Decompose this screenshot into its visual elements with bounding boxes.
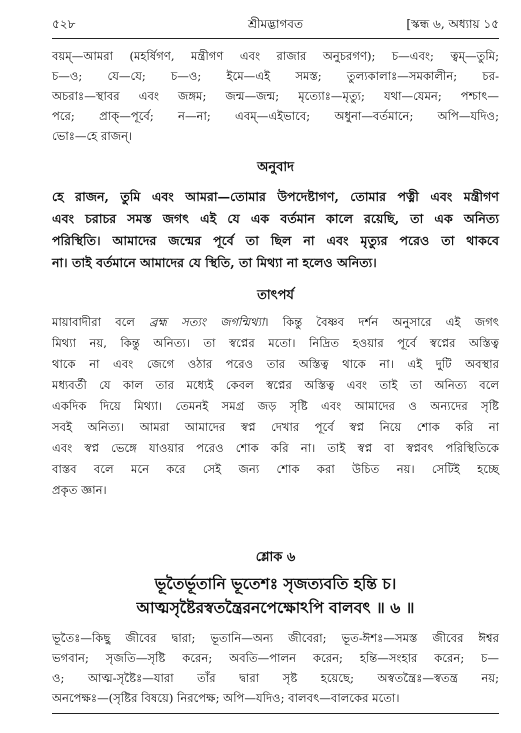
synonym-line: ভগবান; সৃজতি—সৃষ্টি করেন; অবতি—পালন করেন; হন্তি—সংহার করেন; চ—	[52, 651, 499, 665]
book-title: শ্রীমদ্ভাগবত	[247, 17, 303, 31]
synonym-line: পরে; প্রাক্—পূর্বে; ন—না; এবম্—এইভাবে; অধুনা—বর্তমানে; অপি—যদিও;	[52, 109, 499, 123]
purport-line: থাকে না এবং জেগে ওঠার পরেও তার অস্তিত্ব থাকে না। এই দুটি অবস্থার	[52, 357, 499, 371]
synonym-line: ভূতৈঃ—কিছু জীবের দ্বারা; ভূতানি—অন্য জীবেরা; ভূত-ঈশঃ—সমস্ত জীবের ঈশ্বর	[52, 631, 499, 645]
header-divider	[52, 38, 499, 39]
page-header	[52, 14, 499, 38]
verse-line-2: আত্মসৃষ্টৈরস্বতন্ত্রৈরনপেক্ষোঽপি বালবৎ ॥ ৬ ॥	[136, 598, 415, 617]
purport-line-start: মায়াবাদীরা বলে	[52, 315, 150, 329]
purport-line: প্রকৃত জ্ঞান।	[52, 483, 107, 497]
translation-line: এবং চরাচর সমস্ত জগৎ এই যে এক বর্তমান কালে রয়েছি, তা এক অনিত্য	[52, 211, 499, 226]
purport-heading-wrap	[52, 286, 499, 310]
synonym-line: অনপেক্ষঃ—(সৃষ্টির বিষয়ে) নিরপেক্ষ; অপি—যদিও; বালবৎ—বালকের মতো।	[52, 691, 400, 705]
verse-line-1: ভূতৈর্ভূতানি ভূতেশঃ সৃজত্যবতি হন্তি চ।	[154, 574, 397, 593]
translation-line: না। তাই বর্তমানে আমাদের যে স্থিতি, তা মিথ্যা না হলেও অনিত্য।	[52, 255, 377, 270]
synonym-line: ও; আত্ম-সৃষ্টৈঃ—যারা তাঁর দ্বারা সৃষ্ট হয়েছে; অস্বতন্ত্রৈঃ—স্বতন্ত্র নয়;	[52, 671, 499, 685]
translation-heading: অনুবাদ	[257, 160, 294, 175]
synonym-line: ভোঃ—হে রাজন্।	[52, 129, 133, 143]
purport-line: একদিক দিয়ে মিথ্যা। তেমনই সমগ্র জড় সৃষ্টি এবং আমাদের ও অন্যদের সৃষ্টি	[52, 399, 499, 413]
page-number: ৫২৮	[52, 17, 76, 31]
purport-line-end: । কিন্তু বৈষ্ণব দর্শন অনুসারে এই জগৎ	[264, 315, 499, 329]
purport-line: মিথ্যা নয়, কিন্তু অনিত্য। তা স্বপ্নের মতো। নিদ্রিত হওয়ার পূর্বে স্বপ্নের অস্তিত্ব	[52, 336, 499, 350]
translation-line: পরিস্থিতি। আমাদের জন্মের পূর্বে তা ছিল না এবং মৃত্যুর পরেও তা থাকবে	[52, 233, 499, 248]
purport-line: সবই অনিত্য। আমরা আমাদের স্বপ্ন দেখার পূর্বে স্বপ্ন নিয়ে শোক করি না	[52, 420, 499, 434]
synonyms-bottom	[52, 628, 499, 708]
synonym-line: অচরাঃ—স্থাবর এবং জঙ্গম; জন্ম—জন্ম; মৃত্যোঃ—মৃত্যু; যথা—যেমন; পশ্চাৎ—	[52, 89, 499, 103]
purport-text	[52, 312, 499, 501]
purport-line: মধ্যবর্তী যে কাল তার মধ্যেই কেবল স্বপ্নের অস্তিত্ব এবং তাই তা অনিত্য বলে	[52, 378, 499, 392]
purport-quote: ব্রহ্ম সত্যং জগন্মিথ্যা	[149, 315, 265, 329]
translation-heading-wrap	[52, 158, 499, 182]
verse-line-2-wrap	[52, 596, 499, 620]
verse-line-1-wrap	[52, 572, 499, 596]
purport-line: বাস্তব বলে মনে করে সেই জন্য শোক করা উচিত নয়। সেটিই হচ্ছে	[52, 462, 499, 476]
purport-line: এবং স্বপ্ন ভেঙ্গে যাওয়ার পরেও শোক করি না। তাই স্বপ্ন বা স্বপ্নবৎ পরিস্থিতিকে	[52, 441, 499, 455]
translation-text	[52, 186, 499, 274]
synonyms-top	[52, 46, 499, 146]
translation-line: হে রাজন, তুমি এবং আমরা—তোমার উপদেষ্টাগণ, তোমার পত্নী এবং মন্ত্রীগণ	[52, 189, 499, 204]
section-reference: [স্কন্ধ ৬, অধ্যায় ১৫	[406, 17, 499, 31]
footer-divider	[52, 713, 499, 714]
synonym-line: চ—ও; যে—যে; চ—ও; ইমে—এই সমস্ত; তুল্যকালাঃ—সমকালীন; চর-	[52, 69, 499, 83]
synonym-line: বয়ম্—আমরা (মহর্ষিগণ, মন্ত্রীগণ এবং রাজার অনুচরগণ); চ—এবং; ত্বম্—তুমি;	[52, 49, 499, 63]
verse-heading: শ্লোক ৬	[255, 550, 296, 565]
verse-heading-wrap	[52, 548, 499, 572]
purport-heading: তাৎপর্য	[257, 288, 294, 303]
purport-first-line	[52, 312, 499, 333]
